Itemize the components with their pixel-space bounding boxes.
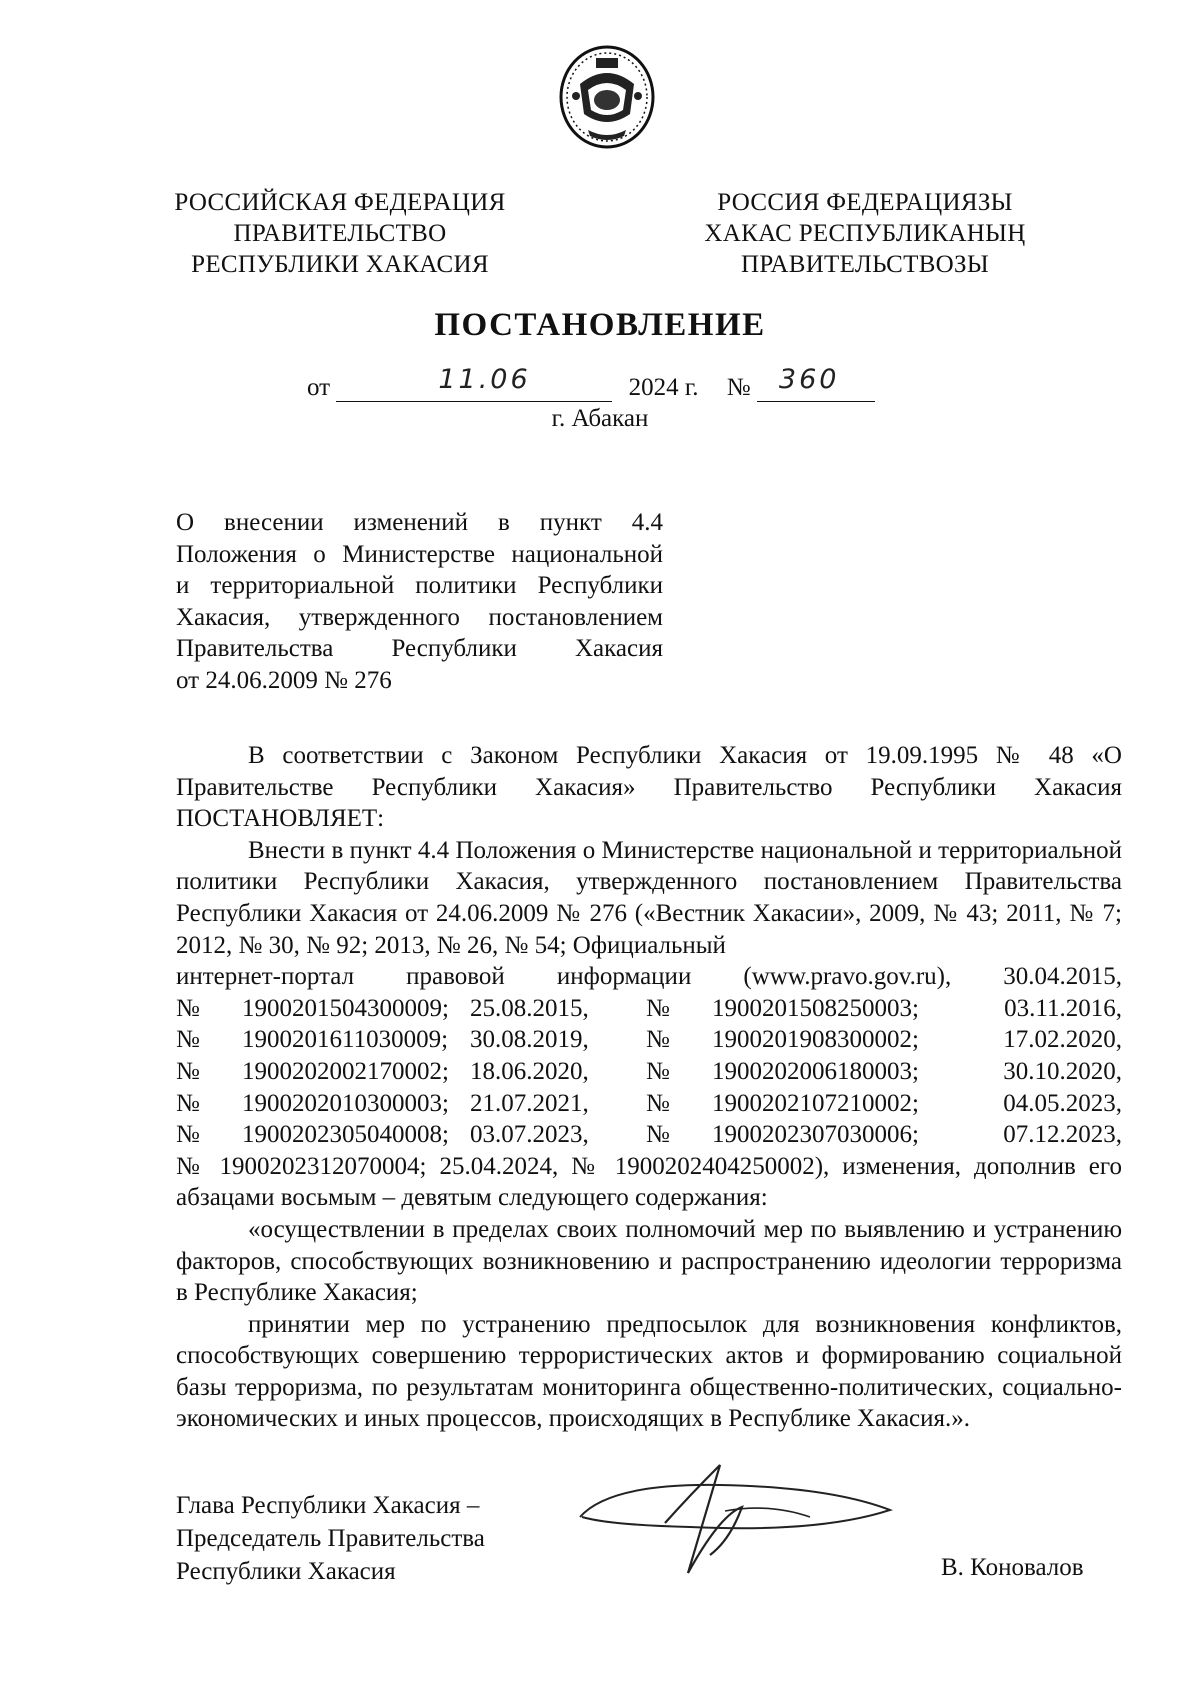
- header-right-line: РОССИЯ ФЕДЕРАЦИЯЗЫ: [717, 189, 1013, 216]
- reg-number: 1900202010300003;: [242, 1089, 449, 1117]
- body-paragraph: «осуществлении в пределах своих полномочий мер по выявлению и устранению факторов, способствующих возникновению и распространению идеологии терроризма в Республике Хакасия;: [176, 1215, 1122, 1307]
- signatory-position-line: Республики Хакасия: [176, 1558, 396, 1585]
- reg-sign: №: [646, 1089, 670, 1117]
- number-sign: №: [726, 374, 751, 401]
- document-subject: [176, 507, 663, 696]
- portal-word: правовой: [406, 963, 505, 991]
- reg-sign: №: [176, 1026, 200, 1054]
- reg-number: 1900202107210002;: [712, 1089, 919, 1117]
- header-left-line: РОССИЙСКАЯ ФЕДЕРАЦИЯ: [174, 189, 506, 216]
- header-left-line: ПРАВИТЕЛЬСТВО: [233, 220, 447, 247]
- portal-word: 30.04.2015,: [1003, 963, 1123, 991]
- body-paragraph-intro: Внести в пункт 4.4 Положения о Министерстве национальной и территориальной политики Республики Хакасия, утвержденного постановлением Правительства Республики Хакасия от 24.06.2009 № 276 («Вестник Хакасии», 2009, № 43; 2011, № 7; 2012, № 30, № 92; 2013, № 26, № 54; Официальный: [176, 836, 1122, 959]
- reg-sign: №: [176, 1057, 200, 1085]
- reg-sign: №: [646, 1057, 670, 1085]
- subject-line: и территориальной политики Республики: [176, 572, 663, 599]
- reg-date: 30.08.2019,: [470, 1026, 589, 1054]
- handwritten-signature: [570, 1455, 900, 1590]
- signatory-name: В. Коновалов: [941, 1554, 1084, 1581]
- portal-word: интернет-портал: [176, 963, 355, 991]
- signatory-position: [176, 1489, 485, 1588]
- handwritten-number: 360: [778, 364, 840, 395]
- reg-date: 07.12.2023,: [1003, 1121, 1122, 1149]
- signatory-position-line: Глава Республики Хакасия –: [176, 1492, 480, 1519]
- subject-line: О внесении изменений в пункт 4.4: [176, 509, 663, 536]
- reg-number: 1900201508250003;: [712, 994, 919, 1022]
- document-body: [176, 740, 1122, 1435]
- year-label: 2024 г.: [628, 374, 699, 401]
- reg-number: 1900201611030009;: [242, 1026, 449, 1054]
- portal-line: [176, 961, 1122, 993]
- registration-list: [176, 993, 1122, 1151]
- reg-date: 03.11.2016,: [1004, 994, 1122, 1022]
- reg-sign: №: [646, 1026, 670, 1054]
- body-paragraph: [176, 835, 1122, 961]
- reg-sign: №: [646, 994, 670, 1022]
- reg-number: 1900202307030006;: [712, 1121, 919, 1149]
- document-title: ПОСТАНОВЛЕНИЕ: [434, 307, 766, 343]
- body-paragraph: принятии мер по устранению предпосылок для возникновения конфликтов, способствующих совершению террористических актов и формированию социальной базы терроризма, по результатам мониторинга общественно-политических, социально-экономических и иных процессов, происходящих в Республике Хакасия.».: [176, 1310, 1122, 1433]
- reg-number: 1900201504300009;: [242, 994, 449, 1022]
- body-paragraph: № 1900202312070004; 25.04.2024, № 1900202404250002), изменения, дополнив его абзацами восьмым – девятым следующего содержания:: [176, 1152, 1122, 1212]
- reg-date: 17.02.2020,: [1003, 1026, 1122, 1054]
- header-left-line: РЕСПУБЛИКИ ХАКАСИЯ: [191, 251, 489, 278]
- reg-number: 1900201908300002;: [712, 1026, 919, 1054]
- date-field: [336, 364, 612, 402]
- signatory-position-line: Председатель Правительства: [176, 1525, 485, 1552]
- subject-line: от 24.06.2009 № 276: [176, 666, 392, 694]
- header-right-line: ХАКАС РЕСПУБЛИКАНЫҢ: [704, 220, 1026, 247]
- header-left-block: [170, 187, 510, 280]
- reg-sign: №: [176, 1121, 200, 1149]
- portal-word: информации: [556, 963, 692, 991]
- reg-number: 1900202305040008;: [242, 1121, 449, 1149]
- reg-date: 21.07.2021,: [470, 1089, 589, 1117]
- coat-of-arms-emblem: [558, 44, 656, 150]
- reg-date: 03.07.2023,: [470, 1121, 589, 1149]
- city-label: г. Абакан: [551, 405, 649, 432]
- reg-date: 18.06.2020,: [470, 1057, 589, 1085]
- reg-number: 1900202006180003;: [712, 1057, 919, 1085]
- subject-line: Хакасия, утвержденного постановлением: [176, 603, 663, 631]
- reg-date: 25.08.2015,: [470, 994, 589, 1022]
- date-number-line: [307, 364, 875, 402]
- header-right-block: [695, 187, 1035, 280]
- header-right-line: ПРАВИТЕЛЬСТВОЗЫ: [741, 251, 989, 278]
- reg-date: 30.10.2020,: [1003, 1057, 1122, 1085]
- reg-date: 04.05.2023,: [1003, 1089, 1122, 1117]
- handwritten-date: 11.06: [438, 364, 531, 395]
- reg-number: 1900202002170002;: [242, 1057, 449, 1085]
- reg-sign: №: [646, 1121, 670, 1149]
- reg-sign: №: [176, 994, 200, 1022]
- date-prefix: от: [307, 374, 331, 401]
- portal-word: (www.pravo.gov.ru),: [743, 963, 952, 991]
- subject-line: Правительства Республики Хакасия: [176, 635, 663, 662]
- subject-line: Положения о Министерстве национальной: [176, 540, 663, 568]
- number-field: [757, 364, 875, 402]
- reg-sign: №: [176, 1089, 200, 1117]
- body-paragraph: В соответствии с Законом Республики Хакасия от 19.09.1995 № 48 «О Правительстве Республики Хакасия» Правительство Республики Хакасия ПОСТАНОВЛЯЕТ:: [176, 742, 1122, 833]
